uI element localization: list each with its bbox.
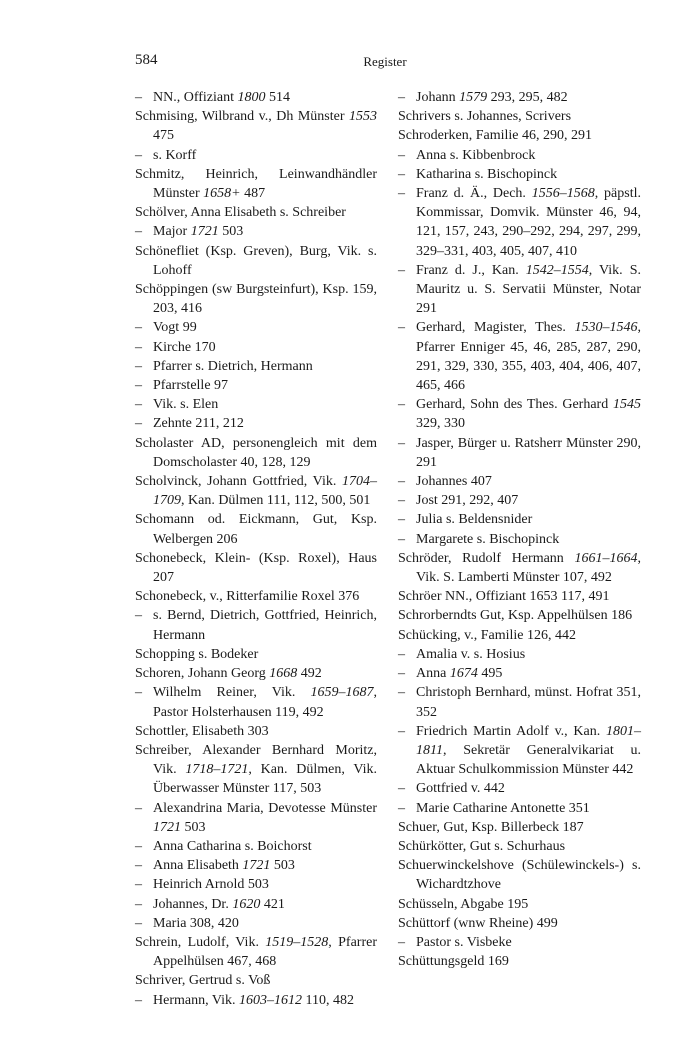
entry-text: 495 — [477, 666, 503, 682]
index-entry — [398, 626, 641, 645]
entry-text: Julia s. Beldensnider — [416, 512, 533, 528]
subentry-dash: – — [135, 896, 142, 912]
entry-year-range: 1721 — [190, 224, 219, 240]
entry-text: Schmising, Wilbrand v., Dh Münster — [135, 109, 349, 125]
index-subentry — [398, 261, 641, 319]
entry-year-range: 1553 — [349, 109, 377, 125]
index-subentry — [398, 645, 641, 664]
subentry-dash: – — [135, 320, 142, 336]
entry-text: Margarete s. Bischopinck — [416, 531, 560, 547]
entry-text: Schreiber, Alexander Bernhard Moritz, Vik. — [135, 742, 377, 778]
index-entry — [398, 126, 641, 145]
entry-year-range: 1801–1811 — [416, 723, 641, 758]
subentry-dash: – — [135, 608, 142, 624]
subentry-dash: – — [398, 685, 405, 701]
index-subentry — [135, 895, 377, 914]
subentry-dash: – — [135, 416, 142, 432]
subentry-text — [153, 395, 377, 414]
index-entry — [135, 280, 377, 318]
entry-text: Friedrich Martin Adolf v., Kan. — [416, 723, 606, 739]
page-header — [135, 52, 635, 74]
subentry-dash: – — [398, 723, 405, 739]
entry-text: , Vik. S. Mauritz u. S. Servatii Münster, Notar 291 — [416, 262, 641, 317]
index-entry — [135, 510, 377, 548]
entry-text: Vogt 99 — [153, 320, 197, 336]
entry-text: Zehnte 211, 212 — [153, 416, 244, 432]
index-entry — [398, 818, 641, 837]
entry-text: Heinrich Arnold 503 — [153, 877, 269, 893]
subentry-text — [416, 722, 641, 780]
entry-text: , Pfarrer Appelhülsen 467, 468 — [153, 934, 377, 970]
entry-text: Johannes 407 — [416, 474, 492, 490]
entry-text: Pfarrer s. Dietrich, Hermann — [153, 358, 313, 374]
entry-text: Schrein, Ludolf, Vik. — [135, 934, 266, 950]
subentry-text — [416, 491, 641, 510]
entry-text: Gottfried v. 442 — [416, 781, 505, 797]
index-entry — [398, 952, 641, 971]
index-subentry — [398, 318, 641, 395]
entry-text: Schöppingen (sw Burgsteinfurt), Ksp. 159, 203, 416 — [135, 282, 377, 317]
entry-text: Anna s. Kibbenbrock — [416, 147, 536, 163]
index-entry — [135, 107, 377, 145]
subentry-dash: – — [398, 531, 405, 547]
subentry-dash: – — [135, 877, 142, 893]
index-entry — [398, 856, 641, 894]
subentry-dash: – — [398, 474, 405, 490]
subentry-text — [416, 472, 641, 491]
entry-text: Gerhard, Magister, Thes. — [416, 320, 575, 336]
subentry-dash: – — [135, 800, 142, 816]
entry-text: Pastor s. Visbeke — [416, 934, 512, 950]
entry-text: Marie Catharine Antonette 351 — [416, 800, 590, 816]
entry-text: NN., Offiziant — [153, 90, 238, 105]
index-entry — [398, 107, 641, 126]
entry-text: 293, 295, 482 — [487, 90, 568, 105]
entry-year-range: 1721 — [242, 858, 271, 874]
index-subentry — [398, 683, 641, 721]
index-subentry — [135, 88, 377, 107]
subentry-text — [153, 895, 377, 914]
index-subentry — [398, 472, 641, 491]
index-subentry — [398, 184, 641, 261]
entry-year-range: 1530–1546 — [574, 320, 638, 336]
subentry-dash: – — [135, 147, 142, 163]
index-subentry — [135, 146, 377, 165]
entry-text: Schrorberndts Gut, Ksp. Appelhülsen 186 — [398, 608, 633, 624]
entry-text: Schücking, v., Familie 126, 442 — [398, 627, 576, 643]
entry-text: Schürkötter, Gut s. Schurhaus — [398, 838, 566, 854]
entry-text: Schonebeck, Klein- (Ksp. Roxel), Haus 207 — [135, 550, 377, 586]
entry-text: , Vik. S. Lamberti Münster 107, 492 — [416, 550, 641, 586]
subentry-dash: – — [398, 781, 405, 797]
entry-text: 110, 482 — [302, 992, 354, 1008]
index-entry — [135, 933, 377, 971]
subentry-text — [416, 530, 641, 549]
entry-text: Anna Elisabeth — [153, 858, 243, 874]
index-subentry — [398, 146, 641, 165]
entry-year-range: 1519–1528 — [265, 934, 329, 950]
entry-text: , Pfarrer Enniger 45, 46, 285, 287, 290, 291, 329, 330, 355, 403, 404, 406, 407, 465, 466 — [416, 320, 641, 394]
index-column-right — [398, 88, 641, 971]
entry-text: Hermann, Vik. — [153, 992, 239, 1008]
subentry-dash: – — [398, 493, 405, 509]
entry-text: Schuerwinckelshove (Schülewinckels-) s. Wichardtzhove — [398, 858, 641, 893]
subentry-dash: – — [135, 358, 142, 374]
index-column-left — [135, 88, 377, 1010]
entry-text: Schölver, Anna Elisabeth s. Schreiber — [135, 205, 346, 221]
index-subentry — [398, 510, 641, 529]
index-entry — [135, 971, 377, 990]
subentry-dash: – — [398, 262, 405, 278]
entry-text: Katharina s. Bischopinck — [416, 166, 558, 182]
subentry-dash: – — [135, 90, 142, 105]
entry-text: Alexandrina Maria, Devotesse Münster — [153, 800, 377, 816]
entry-year-range: 1620 — [232, 896, 261, 912]
entry-text: 492 — [297, 666, 322, 682]
entry-text: , Kan. Dülmen, Vik. Überwasser Münster 117, 503 — [153, 762, 377, 797]
entry-text: Schroderken, Familie 46, 290, 291 — [398, 128, 593, 144]
index-entry — [135, 664, 377, 683]
entry-year-range: 1704–1709 — [153, 474, 377, 509]
index-subentry — [135, 414, 377, 433]
index-entry — [135, 242, 377, 280]
index-entry — [135, 472, 377, 510]
entry-text: Wilhelm Reiner, Vik. — [153, 685, 311, 701]
entry-text: s. Bernd, Dietrich, Gottfried, Heinrich, Hermann — [153, 608, 377, 643]
entry-text: Schröder, Rudolf Hermann — [398, 550, 575, 566]
entry-text: Schüsseln, Abgabe 195 — [398, 896, 529, 912]
subentry-dash: – — [398, 147, 405, 163]
index-subentry — [135, 856, 377, 875]
entry-text: Scholaster AD, personengleich mit dem Domscholaster 40, 128, 129 — [135, 435, 377, 470]
entry-text: Maria 308, 420 — [153, 915, 239, 931]
index-entry — [398, 549, 641, 587]
index-subentry — [135, 799, 377, 837]
subentry-text — [416, 395, 641, 433]
subentry-dash: – — [398, 666, 405, 682]
subentry-dash: – — [135, 992, 142, 1008]
subentry-text — [416, 318, 641, 395]
entry-text: Anna Catharina s. Boichorst — [153, 838, 312, 854]
subentry-text — [416, 779, 641, 798]
entry-text: 503 — [270, 858, 295, 874]
index-subentry — [135, 357, 377, 376]
index-subentry — [135, 683, 377, 721]
subentry-text — [416, 799, 641, 818]
entry-text: Scholvinck, Johann Gottfried, Vik. — [135, 474, 342, 490]
entry-text: Kirche 170 — [153, 339, 216, 355]
entry-text: 503 — [218, 224, 244, 240]
index-entry — [398, 895, 641, 914]
entry-text: Johann — [416, 90, 460, 105]
subentry-dash: – — [135, 838, 142, 854]
subentry-text — [153, 376, 377, 395]
entry-year-range: 1579 — [459, 90, 488, 105]
entry-text: s. Korff — [153, 147, 197, 163]
entry-year-range: 1661–1664 — [574, 550, 638, 566]
entry-text: 503 — [181, 819, 206, 835]
index-subentry — [135, 875, 377, 894]
index-subentry — [398, 530, 641, 549]
subentry-text — [153, 357, 377, 376]
entry-text: Johannes, Dr. — [153, 896, 233, 912]
subentry-dash: – — [135, 339, 142, 355]
index-entry — [135, 434, 377, 472]
entry-text: Schüttungsgeld 169 — [398, 954, 509, 970]
subentry-text — [153, 856, 377, 875]
entry-year-range: 1658+ — [203, 186, 241, 202]
index-subentry — [398, 491, 641, 510]
subentry-text — [416, 683, 641, 721]
index-subentry — [135, 991, 377, 1010]
subentry-text — [153, 414, 377, 433]
entry-text: Anna — [416, 666, 450, 682]
index-subentry — [398, 664, 641, 683]
entry-text: , Pastor Holsterhausen 119, 492 — [153, 685, 377, 720]
entry-year-range: 1800 — [237, 90, 266, 105]
entry-year-range: 1718–1721 — [185, 762, 249, 778]
subentry-dash: – — [135, 224, 142, 240]
entry-text: Schönefliet (Ksp. Greven), Burg, Vik. s. Lohoff — [135, 243, 377, 278]
entry-text: , Kan. Dülmen 111, 112, 500, 501 — [181, 493, 371, 509]
subentry-dash: – — [398, 646, 405, 662]
running-head: Register — [363, 54, 407, 69]
subentry-text — [153, 683, 377, 721]
entry-text: , Sekretär Generalvikariat u. Aktuar Schulkommission Münster 442 — [416, 742, 641, 778]
subentry-text — [416, 146, 641, 165]
index-entry — [398, 914, 641, 933]
entry-text: 475 — [153, 128, 174, 144]
index-entry — [135, 645, 377, 664]
subentry-dash: – — [398, 800, 405, 816]
index-subentry — [135, 395, 377, 414]
entry-text: , päpstl. Kommissar, Domvik. Münster 46, 94, 121, 157, 243, 290–292, 294, 297, 299, 329–331, 403, 405, 407, 410 — [416, 186, 641, 259]
entry-text: Schmitz, Heinrich, Leinwandhändler Münster — [135, 166, 377, 202]
index-entry — [398, 837, 641, 856]
entry-text: Schriver, Gertrud s. Voß — [135, 973, 271, 989]
subentry-text — [416, 88, 641, 107]
entry-year-range: 1668 — [269, 666, 298, 682]
index-subentry — [398, 88, 641, 107]
subentry-text — [416, 434, 641, 472]
subentry-text — [153, 318, 377, 337]
subentry-dash: – — [135, 685, 142, 701]
subentry-text — [153, 837, 377, 856]
entry-year-range: 1659–1687 — [310, 685, 374, 701]
entry-text: Major — [153, 224, 191, 240]
index-subentry — [398, 722, 641, 780]
subentry-text — [153, 799, 377, 837]
subentry-text — [416, 184, 641, 261]
entry-text: Pfarrstelle 97 — [153, 378, 229, 394]
entry-text: 487 — [240, 186, 266, 202]
entry-text: Vik. s. Elen — [153, 397, 219, 413]
entry-text: Gerhard, Sohn des Thes. Gerhard — [416, 397, 613, 413]
entry-text: Schoren, Johann Georg — [135, 666, 270, 682]
subentry-text — [416, 510, 641, 529]
subentry-text — [153, 991, 377, 1010]
subentry-text — [153, 606, 377, 644]
subentry-text — [153, 146, 377, 165]
entry-text: Schonebeck, v., Ritterfamilie Roxel 376 — [135, 589, 360, 605]
index-entry — [135, 741, 377, 799]
entry-text: Jost 291, 292, 407 — [416, 493, 519, 509]
index-subentry — [398, 434, 641, 472]
entry-text: 329, 330 — [416, 416, 465, 432]
entry-text: Christoph Bernhard, münst. Hofrat 351, 352 — [416, 685, 641, 720]
index-subentry — [135, 222, 377, 241]
subentry-text — [153, 914, 377, 933]
subentry-dash: – — [398, 512, 405, 528]
entry-year-range: 1674 — [449, 666, 478, 682]
subentry-dash: – — [135, 378, 142, 394]
index-subentry — [398, 165, 641, 184]
subentry-text — [416, 664, 641, 683]
index-subentry — [135, 606, 377, 644]
index-entry — [398, 606, 641, 625]
subentry-dash: – — [398, 435, 405, 451]
entry-text: Franz d. J., Kan. — [416, 262, 526, 278]
subentry-dash: – — [398, 397, 405, 413]
entry-text: Schüttorf (wnw Rheine) 499 — [398, 915, 558, 931]
entry-text: Schuer, Gut, Ksp. Billerbeck 187 — [398, 819, 584, 835]
index-subentry — [135, 837, 377, 856]
subentry-dash: – — [135, 397, 142, 413]
subentry-dash: – — [398, 90, 405, 105]
subentry-dash: – — [398, 320, 405, 336]
subentry-text — [416, 165, 641, 184]
entry-text: Amalia v. s. Hosius — [416, 646, 526, 662]
entry-text: 514 — [265, 90, 290, 105]
entry-year-range: 1721 — [153, 819, 181, 835]
subentry-text — [416, 933, 641, 952]
index-subentry — [398, 779, 641, 798]
entry-text: Jasper, Bürger u. Ratsherr Münster 290, 291 — [416, 435, 641, 470]
index-entry — [135, 165, 377, 203]
index-subentry — [135, 318, 377, 337]
subentry-text — [153, 222, 377, 241]
index-subentry — [398, 395, 641, 433]
index-entry — [398, 587, 641, 606]
subentry-dash: – — [398, 166, 405, 182]
entry-text: Schomann od. Eickmann, Gut, Ksp. Welbergen 206 — [135, 512, 377, 547]
subentry-text — [416, 645, 641, 664]
entry-text: Schrivers s. Johannes, Scrivers — [398, 109, 572, 125]
index-entry — [135, 203, 377, 222]
index-subentry — [135, 914, 377, 933]
subentry-dash: – — [135, 858, 142, 874]
subentry-dash: – — [135, 915, 142, 931]
subentry-text — [153, 88, 377, 107]
subentry-dash: – — [398, 934, 405, 950]
index-subentry — [135, 338, 377, 357]
index-subentry — [398, 933, 641, 952]
entry-year-range: 1556–1568 — [531, 186, 595, 202]
entry-text: 421 — [260, 896, 285, 912]
index-entry — [135, 722, 377, 741]
index-entry — [135, 549, 377, 587]
entry-year-range: 1542–1554 — [525, 262, 589, 278]
entry-text: Schopping s. Bodeker — [135, 646, 259, 662]
entry-text: Schröer NN., Offiziant 1653 117, 491 — [398, 589, 610, 605]
subentry-text — [416, 261, 641, 319]
subentry-text — [153, 875, 377, 894]
index-subentry — [135, 376, 377, 395]
page-number: 584 — [135, 52, 158, 68]
entry-year-range: 1545 — [613, 397, 641, 413]
subentry-text — [153, 338, 377, 357]
index-entry — [135, 587, 377, 606]
subentry-dash: – — [398, 186, 405, 202]
entry-year-range: 1603–1612 — [239, 992, 302, 1008]
index-subentry — [398, 799, 641, 818]
entry-text: Franz d. Ä., Dech. — [416, 186, 532, 202]
entry-text: Schottler, Elisabeth 303 — [135, 723, 269, 739]
